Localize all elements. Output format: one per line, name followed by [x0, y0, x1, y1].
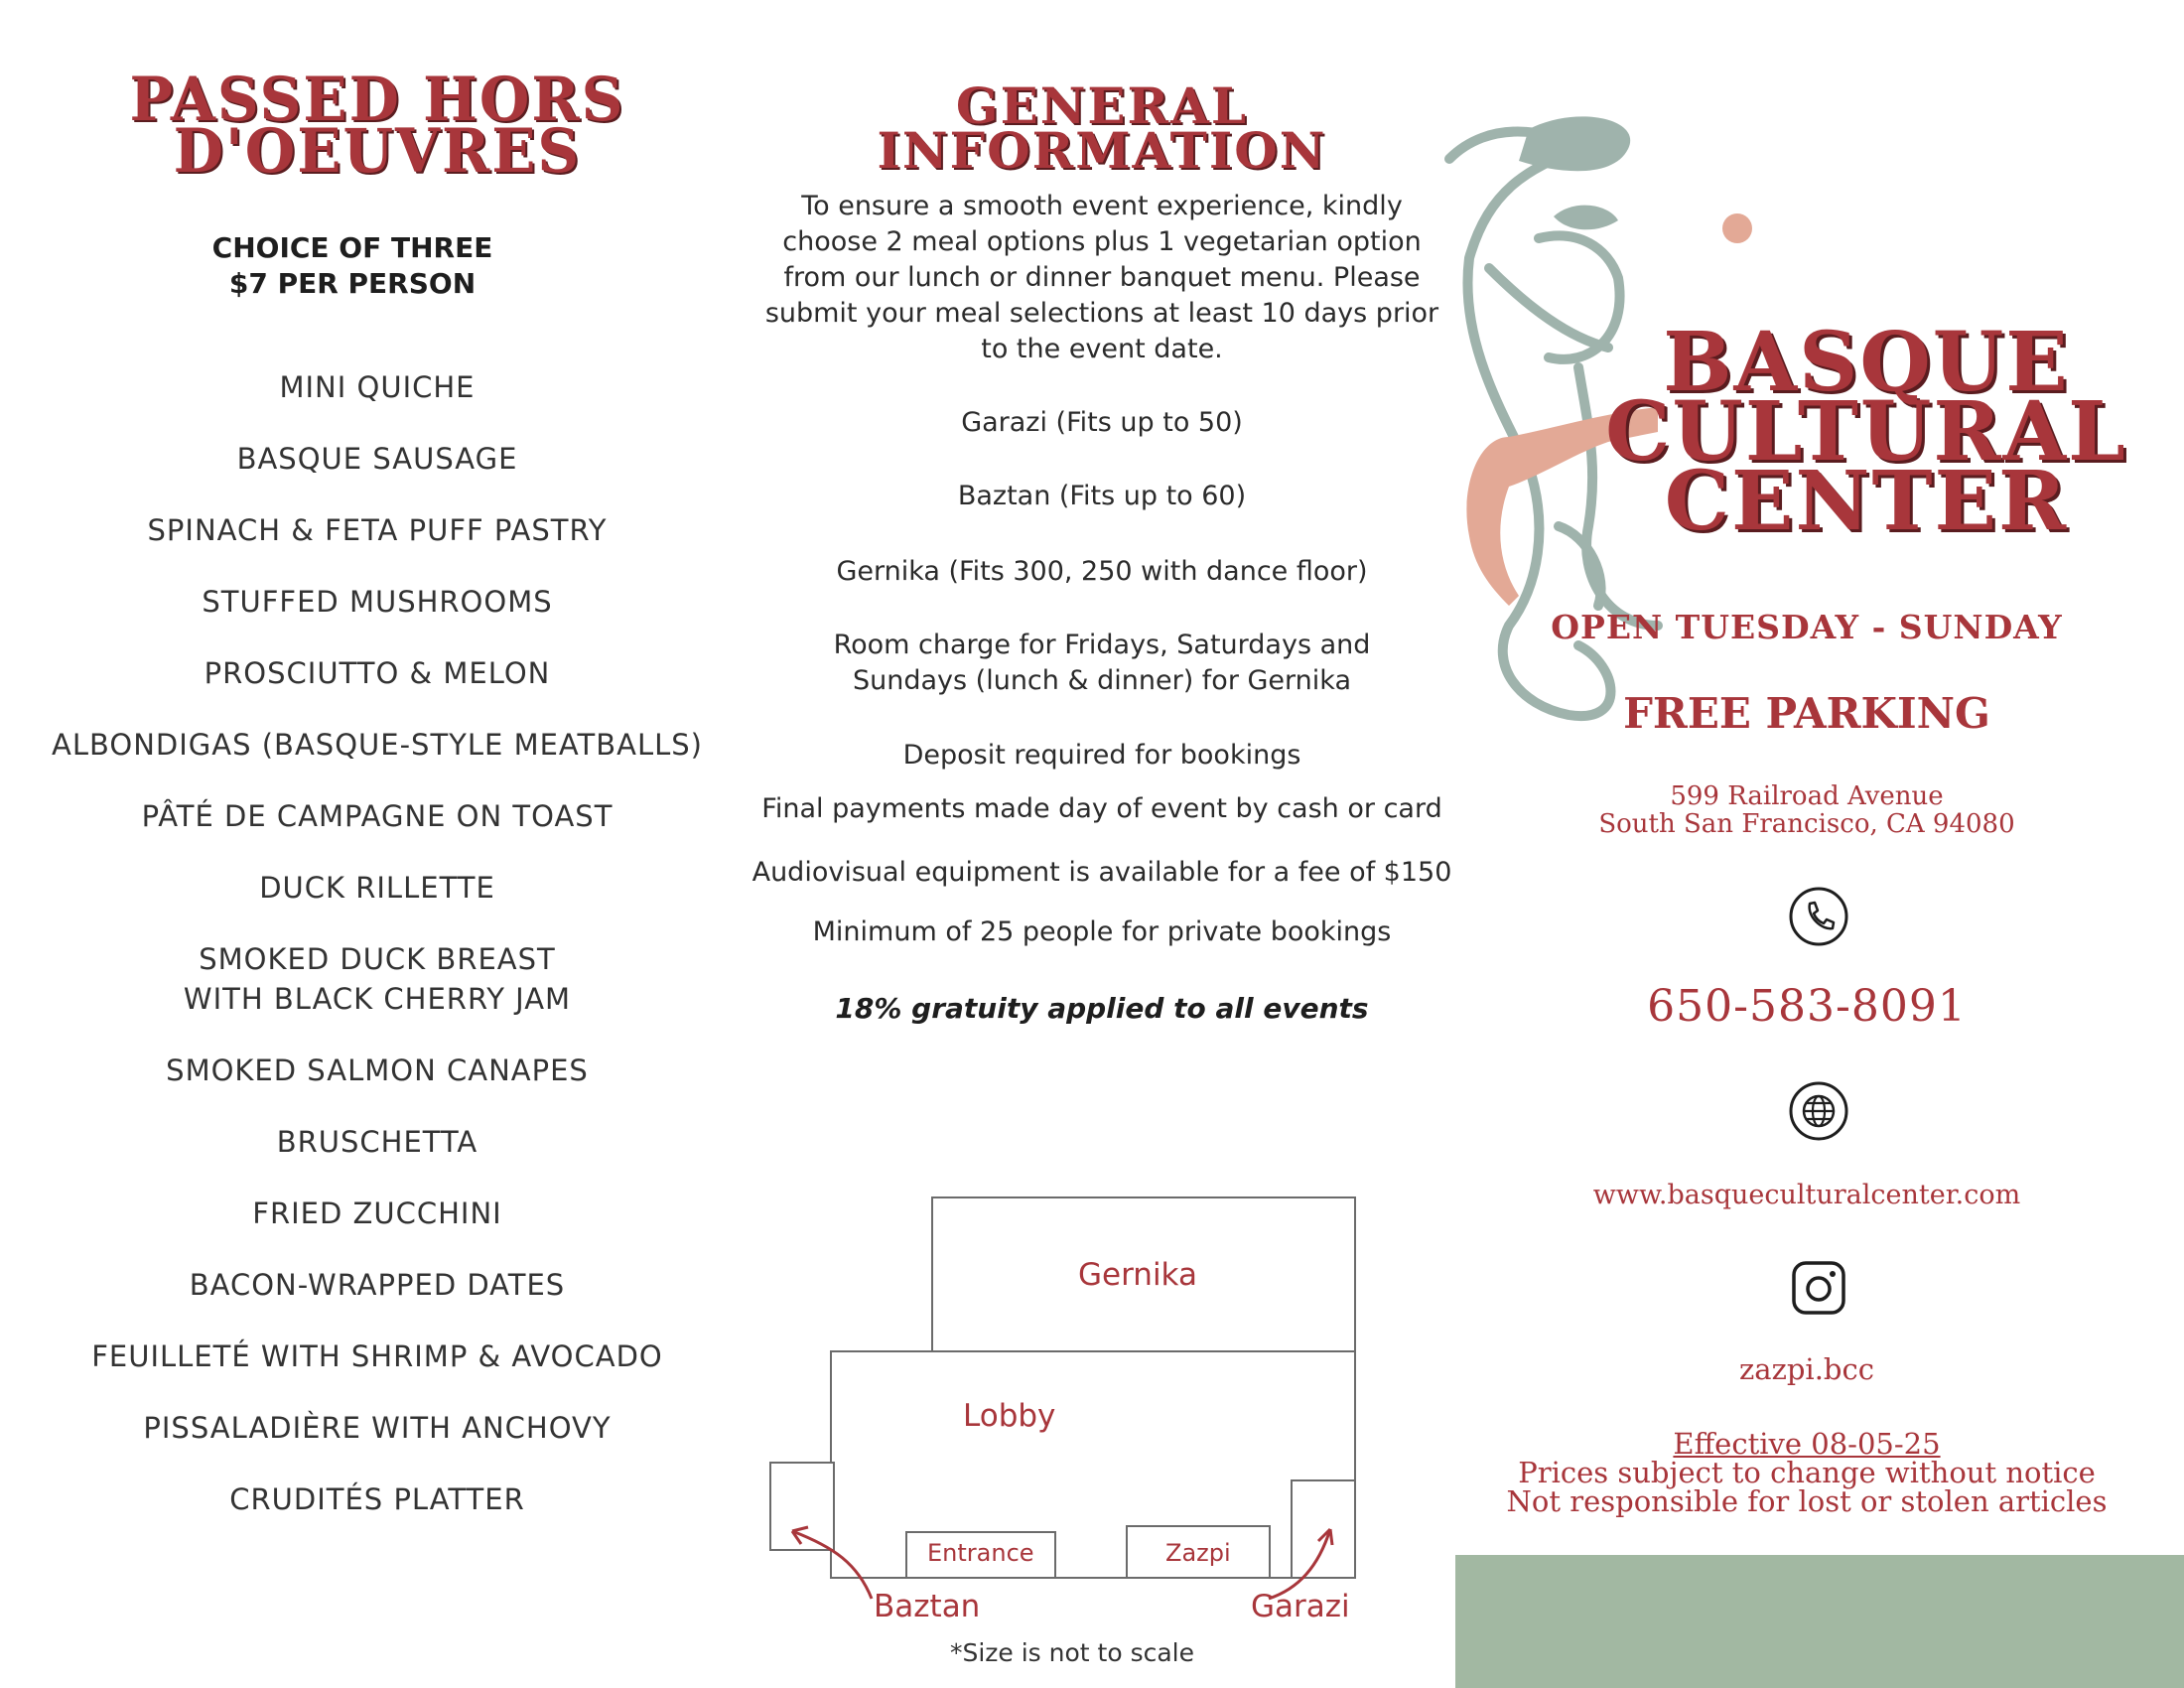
list-item: DUCK RILLETTE	[259, 871, 495, 905]
baztan-label: Baztan	[874, 1589, 981, 1624]
deposit-note: Deposit required for bookings	[902, 740, 1301, 771]
choice-label: CHOICE OF THREE	[211, 231, 493, 264]
arrow-icons	[754, 1182, 1390, 1638]
list-item: CRUDITÉS PLATTER	[229, 1482, 525, 1516]
floor-plan	[754, 1182, 1390, 1688]
list-item: FRIED ZUCCHINI	[252, 1196, 502, 1230]
effective-date: Effective 08-05-25	[1673, 1427, 1941, 1461]
hors-doeuvres-section	[0, 0, 754, 1688]
garazi-label: Garazi	[1251, 1589, 1350, 1624]
list-item: BACON-WRAPPED DATES	[189, 1268, 566, 1302]
general-information-title: GENERAL INFORMATION	[877, 76, 1327, 180]
list-item: BRUSCHETTA	[276, 1125, 478, 1159]
garazi-capacity: Garazi (Fits up to 50)	[961, 407, 1243, 438]
list-item: STUFFED MUSHROOMS	[202, 585, 553, 619]
website-link[interactable]: www.basqueculturalcenter.com	[1592, 1180, 2021, 1210]
phone-number[interactable]: 650-583-8091	[1647, 981, 1967, 1032]
hors-doeuvres-title: PASSED HORS D'OEUVRES	[129, 64, 625, 187]
list-item: PROSCIUTTO & MELON	[204, 656, 551, 690]
minimum-note: Minimum of 25 people for private bookings	[812, 916, 1392, 947]
effective-notice: Effective 08-05-25 Prices subject to change without notice Not responsible for lost or stolen articles	[1430, 1430, 2184, 1516]
venue-name: BASQUE CULTURAL CENTER	[1605, 315, 2127, 549]
list-item: SMOKED DUCK BREAST	[199, 942, 556, 976]
list-item: MINI QUICHE	[279, 370, 476, 404]
gernika-capacity: Gernika (Fits 300, 250 with dance floor)	[836, 556, 1368, 587]
intro-paragraph: To ensure a smooth event experience, kindly choose 2 meal options plus 1 vegetarian option from our lunch or dinner banquet menu. Please submit your meal selections at least 10 days prior to the event date.	[764, 191, 1439, 364]
hors-doeuvres-list	[0, 367, 754, 1519]
free-parking: FREE PARKING	[1623, 689, 1990, 738]
av-note: Audiovisual equipment is available for a fee of $150	[751, 857, 1452, 888]
instagram-icon	[1788, 1257, 1849, 1319]
list-item: SPINACH & FETA PUFF PASTRY	[147, 513, 608, 547]
lobby-label: Lobby	[963, 1398, 1056, 1434]
venue-section	[1430, 0, 2184, 1688]
gratuity-note: 18% gratuity applied to all events	[835, 992, 1369, 1025]
list-item: ALBONDIGAS (BASQUE-STYLE MEATBALLS)	[52, 728, 703, 762]
list-item: PÂTÉ DE CAMPAGNE ON TOAST	[141, 799, 614, 833]
open-days: OPEN TUESDAY - SUNDAY	[1551, 608, 2063, 646]
address: 599 Railroad Avenue South San Francisco, CA 94080	[1598, 781, 2015, 839]
baztan-arrow-icon	[792, 1531, 872, 1599]
entrance-label: Entrance	[927, 1539, 1034, 1567]
globe-icon	[1788, 1080, 1849, 1142]
baztan-capacity: Baztan (Fits up to 60)	[957, 481, 1247, 511]
list-item: SMOKED SALMON CANAPES	[166, 1054, 589, 1087]
list-item: WITH BLACK CHERRY JAM	[183, 982, 572, 1016]
gernika-label: Gernika	[1078, 1257, 1197, 1293]
price-label: $7 PER PERSON	[228, 267, 477, 300]
list-item: PISSALADIÈRE WITH ANCHOVY	[143, 1411, 612, 1445]
instagram-handle[interactable]: zazpi.bcc	[1739, 1352, 1874, 1386]
final-payments-note: Final payments made day of event by cash or card	[761, 793, 1442, 824]
scale-note: *Size is not to scale	[949, 1638, 1195, 1667]
phone-icon	[1788, 886, 1849, 947]
green-accent-block	[1455, 1555, 2184, 1688]
hors-doeuvres-pricing	[0, 230, 705, 302]
list-item: BASQUE SAUSAGE	[236, 442, 518, 476]
room-charge: Room charge for Fridays, Saturdays and Sundays (lunch & dinner) for Gernika	[833, 630, 1371, 696]
zazpi-label: Zazpi	[1165, 1539, 1231, 1567]
list-item: FEUILLETÉ WITH SHRIMP & AVOCADO	[91, 1339, 663, 1373]
